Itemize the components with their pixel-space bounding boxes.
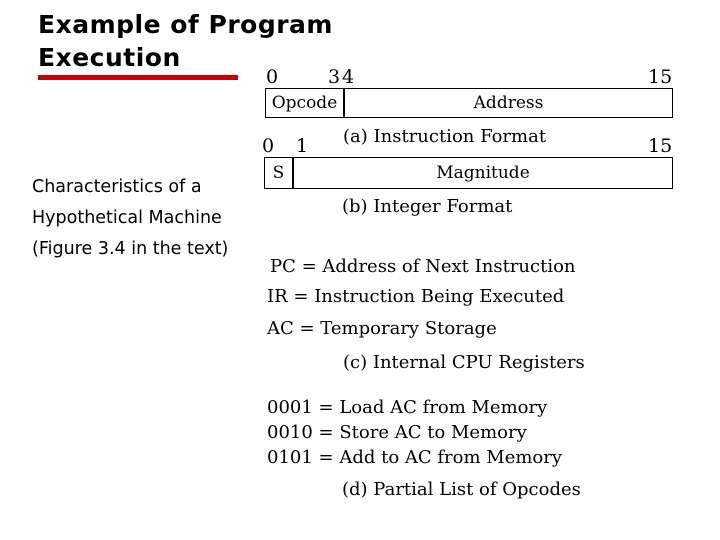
opcode-store: 0010 = Store AC to Memory — [267, 422, 527, 443]
address-field: Address — [473, 93, 544, 113]
instruction-format-box — [265, 88, 673, 118]
register-ac: AC = Temporary Storage — [267, 318, 497, 339]
opcodes-caption: (d) Partial List of Opcodes — [342, 479, 581, 500]
magnitude-field: Magnitude — [436, 163, 530, 183]
registers-caption: (c) Internal CPU Registers — [343, 352, 585, 373]
integer-format-box — [264, 157, 673, 189]
title-line-2: Execution — [38, 43, 181, 72]
opcode-field: Opcode — [271, 93, 338, 113]
register-ir: IR = Instruction Being Executed — [267, 286, 565, 307]
opcode-add: 0101 = Add to AC from Memory — [267, 447, 563, 468]
int-bit-label-0: 0 — [262, 135, 275, 157]
opcode-load: 0001 = Load AC from Memory — [267, 397, 548, 418]
caption-line-2: Hypothetical Machine — [32, 208, 222, 228]
caption-line-3: (Figure 3.4 in the text) — [32, 239, 229, 259]
int-bit-label-1: 1 — [296, 135, 309, 157]
bit-label-0: 0 — [266, 66, 279, 88]
caption-line-1: Characteristics of a — [32, 177, 202, 197]
bit-label-4: 4 — [342, 66, 355, 88]
int-bit-label-15: 15 — [648, 135, 673, 157]
sign-field: S — [272, 163, 285, 183]
title-line-1: Example of Program — [38, 10, 333, 39]
integer-format-caption: (b) Integer Format — [342, 196, 513, 217]
instruction-format-caption: (a) Instruction Format — [343, 126, 547, 147]
bit-label-15: 15 — [648, 66, 673, 88]
bit-label-3: 3 — [328, 66, 341, 88]
register-pc: PC = Address of Next Instruction — [270, 256, 576, 277]
